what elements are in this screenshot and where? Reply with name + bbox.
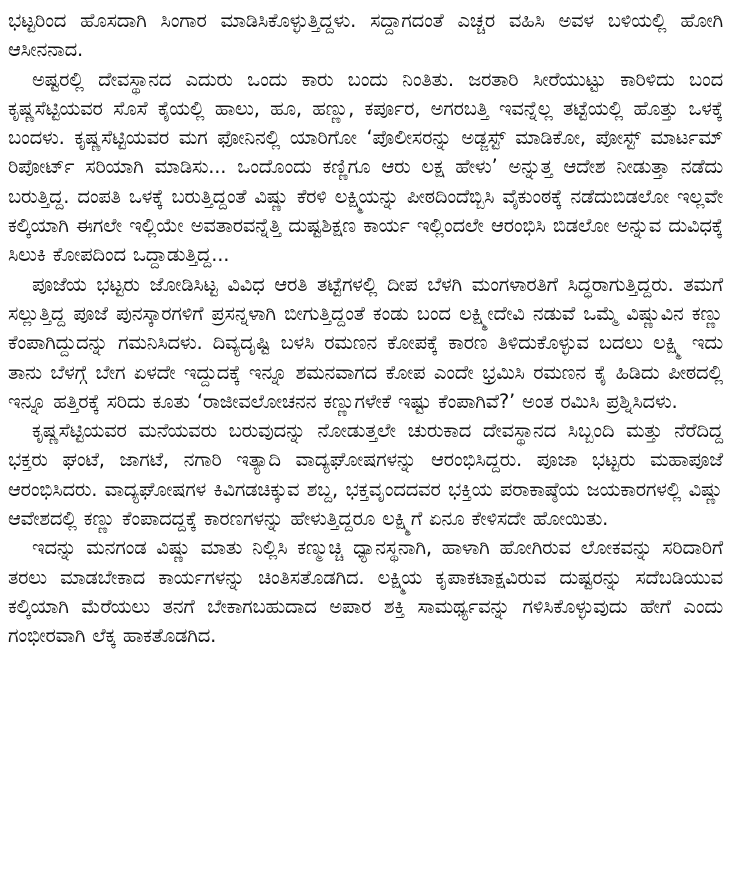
paragraph-3: ಪೂಜೆಯ ಭಟ್ಟರು ಜೋಡಿಸಿಟ್ಟ ವಿವಿಧ ಆರತಿ ತಟ್ಟೆಗಳಲ್ಲಿ ದೀಪ ಬೆಳಗಿ ಮಂಗಳಾರತಿಗೆ ಸಿದ್ಧರಾಗುತ್ತಿದ್ದರು. ತಮಗೆ ಸಲ್ಲುತ್ತಿದ್ದ ಪೂಜೆ ಪುನಸ್ಕಾರಗಳಿಗೆ ಪ್ರಸನ್ನಳಾಗಿ ಬೀಗುತ್ತಿದ್ದಂತೆ ಕಂಡು ಬಂದ ಲಕ್ಷ್ಮೀದೇವಿ ನಡುವೆ ಒಮ್ಮೆ ವಿಷ್ಣುವಿನ ಕಣ್ಣು ಕೆಂಪಾಗಿದ್ದುದನ್ನು ಗಮನಿಸಿದಳು. ದಿವ್ಯದೃಷ್ಟಿ ಬಳಸಿ ರಮಣನ ಕೋಪಕ್ಕೆ ಕಾರಣ ತಿಳಿದುಕೊಳ್ಳುವ ಬದಲು ಲಕ್ಷ್ಮಿ ಇದು ತಾನು ಬೆಳಗ್ಗೆ ಬೇಗ ಏಳದೇ ಇದ್ದುದಕ್ಕೆ ಇನ್ನೂ ಶಮನವಾಗದ ಕೋಪ ಎಂದೇ ಭ್ರಮಿಸಿ ರಮಣನ ಕೈ ಹಿಡಿದು ಪೀಠದಲ್ಲಿ ಇನ್ನೂ ಹತ್ತಿರಕ್ಕೆ ಸರಿದು ಕೂತು ‘ರಾಜೀವಲೋಚನನ ಕಣ್ಣುಗಳೇಕೆ ಇಷ್ಟು ಕೆಂಪಾಗಿವೆ?’ ಅಂತ ರಮಿಸಿ ಪ್ರಶ್ನಿಸಿದಳು. — [8, 272, 723, 413]
paragraph-2: ಅಷ್ಟರಲ್ಲಿ ದೇವಸ್ಥಾನದ ಎದುರು ಒಂದು ಕಾರು ಬಂದು ನಿಂತಿತು. ಜರತಾರಿ ಸೀರೆಯುಟ್ಟು ಕಾರಿಳಿದು ಬಂದ ಕೃಷ್ಣಸೆಟ್ಟಿಯವರ ಸೊಸೆ ಕೈಯಲ್ಲಿ ಹಾಲು, ಹೂ, ಹಣ್ಣು, ಕರ್ಪೂರ, ಅಗರಬತ್ತಿ ಇವನ್ನೆಲ್ಲ ತಟ್ಟೆಯಲ್ಲಿ ಹೊತ್ತು ಒಳಕ್ಕೆ ಬಂದಳು. ಕೃಷ್ಣಸೆಟ್ಟಿಯವರ ಮಗ ಫೋನಿನಲ್ಲಿ ಯಾರಿಗೋ ‘ಪೊಲೀಸರನ್ನು ಅಡ್ಜಸ್ಟ್ ಮಾಡಿಕೋ, ಪೋಸ್ಟ್ ಮಾರ್ಟಮ್ ರಿಪೋರ್ಟ್ ಸರಿಯಾಗಿ ಮಾಡಿಸು... ಒಂದೊಂದು ಕಣ್ಣಿಗೂ ಆರು ಲಕ್ಷ ಹೇಳು’ ಅನ್ನುತ್ತ ಆದೇಶ ನೀಡುತ್ತಾ ನಡೆದು ಬರುತ್ತಿದ್ದ. ದಂಪತಿ ಒಳಕ್ಕೆ ಬರುತ್ತಿದ್ದಂತೆ ವಿಷ್ಣು ಕೆರಳಿ ಲಕ್ಷ್ಮಿಯನ್ನು ಪೀಠದಿಂದೆಬ್ಬಿಸಿ ವೈಕುಂಠಕ್ಕೆ ನಡೆದುಬಿಡಲೋ ಇಲ್ಲವೇ ಕಲ್ಕಿಯಾಗಿ ಈಗಲೇ ಇಲ್ಲಿಯೇ ಅವತಾರವನ್ನೆತ್ತಿ ದುಷ್ಟಶಿಕ್ಷಣ ಕಾರ್ಯ ಇಲ್ಲಿಂದಲೇ ಆರಂಭಿಸಿ ಬಿಡಲೋ ಅನ್ನುವ ದುವಿಧಕ್ಕೆ ಸಿಲುಕಿ ಕೋಪದಿಂದ ಒದ್ದಾಡುತ್ತಿದ್ದ... — [8, 67, 723, 267]
paragraph-5: ಇದನ್ನು ಮನಗಂಡ ವಿಷ್ಣು ಮಾತು ನಿಲ್ಲಿಸಿ ಕಣ್ಮುಚ್ಚಿ ಧ್ಯಾನಸ್ಥನಾಗಿ, ಹಾಳಾಗಿ ಹೋಗಿರುವ ಲೋಕವನ್ನು ಸರಿದಾರಿಗೆ ತರಲು ಮಾಡಬೇಕಾದ ಕಾರ್ಯಗಳನ್ನು ಚಿಂತಿಸತೊಡಗಿದ. ಲಕ್ಷ್ಮಿಯ ಕೃಪಾಕಟಾಕ್ಷವಿರುವ ದುಷ್ಟರನ್ನು ಸದೆಬಡಿಯುವ ಕಲ್ಕಿಯಾಗಿ ಮೆರೆಯಲು ತನಗೆ ಬೇಕಾಗಬಹುದಾದ ಅಪಾರ ಶಕ್ತಿ ಸಾಮರ್ಥ್ಯವನ್ನು ಗಳಿಸಿಕೊಳ್ಳುವುದು ಹೇಗೆ ಎಂದು ಗಂಭೀರವಾಗಿ ಲೆಕ್ಕ ಹಾಕತೊಡಗಿದ. — [8, 536, 723, 648]
paragraph-4: ಕೃಷ್ಣಸೆಟ್ಟಿಯವರ ಮನೆಯವರು ಬರುವುದನ್ನು ನೋಡುತ್ತಲೇ ಚುರುಕಾದ ದೇವಸ್ಥಾನದ ಸಿಬ್ಬಂದಿ ಮತ್ತು ನೆರೆದಿದ್ದ ಭಕ್ತರು ಘಂಟೆ, ಜಾಗಟೆ, ನಗಾರಿ ಇತ್ಯಾದಿ ವಾದ್ಯಘೋಷಗಳನ್ನು ಆರಂಭಿಸಿದ್ದರು. ಪೂಜಾ ಭಟ್ಟರು ಮಹಾಪೂಜೆ ಆರಂಭಿಸಿದರು. ವಾದ್ಯಘೋಷಗಳ ಕಿವಿಗಡಚಿಕ್ಕುವ ಶಬ್ದ, ಭಕ್ತವೃಂದದವರ ಭಕ್ತಿಯ ಪರಾಕಾಷ್ಠೆಯ ಜಯಕಾರಗಳಲ್ಲಿ ವಿಷ್ಣು ಆವೇಶದಲ್ಲಿ ಕಣ್ಣು ಕೆಂಪಾದದ್ದಕ್ಕೆ ಕಾರಣಗಳನ್ನು ಹೇಳುತ್ತಿದ್ದರೂ ಲಕ್ಷ್ಮಿಗೆ ಏನೂ ಕೇಳಿಸದೇ ಹೋಯಿತು. — [8, 419, 723, 531]
paragraph-1: ಭಟ್ಟರಿಂದ ಹೊಸದಾಗಿ ಸಿಂಗಾರ ಮಾಡಿಸಿಕೊಳ್ಳುತ್ತಿದ್ದಳು. ಸದ್ದಾಗದಂತೆ ಎಚ್ಚರ ವಹಿಸಿ ಅವಳ ಬಳಿಯಲ್ಲಿ ಹೋಗಿ ಆಸೀನನಾದ. — [8, 9, 723, 62]
